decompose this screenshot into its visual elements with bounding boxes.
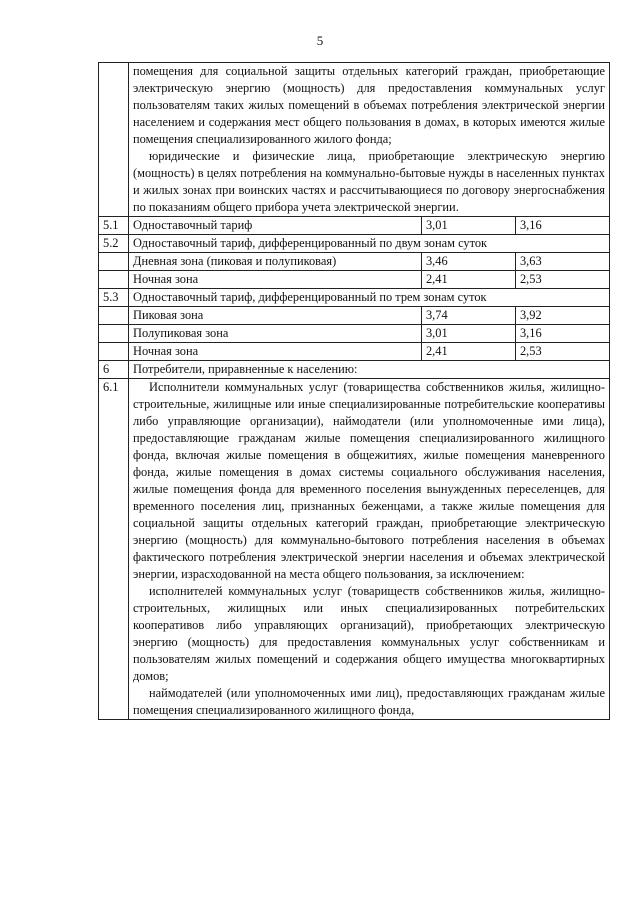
row-number-empty — [99, 343, 129, 361]
table-row — [99, 289, 610, 307]
row-number: 5.1 — [99, 217, 129, 235]
table-row — [99, 271, 610, 289]
row-label: Ночная зона — [129, 343, 422, 361]
section-6-1-row — [99, 379, 610, 720]
row-label: Одноставочный тариф, дифференцированный по двум зонам суток — [129, 235, 610, 253]
row-number-empty — [99, 307, 129, 325]
table-row — [99, 253, 610, 271]
section-paragraph-3: наймодателей (или уполномоченных ими лиц), предоставляющих гражданам жилые помещения специализированного жилищного фонда, — [133, 686, 605, 717]
row-number: 6 — [99, 361, 129, 379]
intro-num-cell — [99, 63, 129, 217]
row-value-1: 3,74 — [421, 307, 515, 325]
row-value-2: 2,53 — [515, 271, 609, 289]
row-value-1: 3,01 — [421, 325, 515, 343]
row-value-2: 3,16 — [515, 217, 609, 235]
intro-paragraph-1: помещения для социальной защиты отдельных категорий граждан, приобретающие электрическую энергию (мощность) для предоставления коммунальных услуг пользователям таких жилых помещений в объемах потребления электрической энергии населением и содержания мест общего пользования в домах, в которых имеются жилые помещения специализированного жилого фонда; — [133, 64, 605, 146]
row-value-1: 3,46 — [421, 253, 515, 271]
section-paragraph-1: Исполнители коммунальных услуг (товарищества собственников жилья, жилищно-строительные, жилищные или иные специализированные потребительские кооперативы либо управляющие организации), наймодатели (или уполномоченные ими лица), предоставляющие гражданам жилые помещения специализированного жилищного фонда, включая жилые помещения в общежитиях, жилые помещения маневренного фонда, жилые помещения в домах системы социального обслуживания населения, жилые помещения фонда для временного поселения вынужденных переселенцев, для временного поселения лиц, признанных беженцами, а также жилые помещения для социальной защиты отдельных категорий граждан, приобретающие электрическую энергию (мощность) для коммунально-бытового потребления населения в объемах фактического потребления электрической энергии населения и объемах электрической энергии, израсходованной на места общего пользования, за исключением: — [133, 380, 605, 581]
table-row — [99, 361, 610, 379]
section-paragraph-2: исполнителей коммунальных услуг (товариществ собственников жилья, жилищно-строительных, жилищных или иных специализированных потребительских кооперативов либо управляющих организаций), приобретающих электрическую энергию (мощность) для предоставления коммунальных услуг собственникам и пользователям жилых помещений и содержания общего имущества многоквартирных домов; — [133, 584, 605, 683]
row-value-1: 2,41 — [421, 271, 515, 289]
row-label: Одноставочный тариф, дифференцированный по трем зонам суток — [129, 289, 610, 307]
intro-row — [99, 63, 610, 217]
intro-paragraph-2: юридические и физические лица, приобретающие электрическую энергию (мощность) в целях потребления на коммунально-бытовые нужды в населенных пунктах и жилых зонах при воинских частях и рассчитывающиеся по договору энергоснабжения по показаниям общего прибора учета электрической энергии. — [133, 149, 605, 214]
row-label: Ночная зона — [129, 271, 422, 289]
row-value-2: 3,63 — [515, 253, 609, 271]
row-value-2: 3,92 — [515, 307, 609, 325]
section-6-1-text — [129, 379, 610, 720]
row-number-empty — [99, 271, 129, 289]
row-number: 5.3 — [99, 289, 129, 307]
row-number: 6.1 — [99, 379, 129, 720]
row-label: Полупиковая зона — [129, 325, 422, 343]
table-row — [99, 307, 610, 325]
row-value-1: 2,41 — [421, 343, 515, 361]
row-value-1: 3,01 — [421, 217, 515, 235]
row-label: Пиковая зона — [129, 307, 422, 325]
page-number: 5 — [316, 33, 324, 48]
row-label: Потребители, приравненные к населению: — [129, 361, 610, 379]
intro-text-cell — [129, 63, 610, 217]
row-label: Одноставочный тариф — [129, 217, 422, 235]
table-row — [99, 217, 610, 235]
row-number: 5.2 — [99, 235, 129, 253]
row-value-2: 2,53 — [515, 343, 609, 361]
row-number-empty — [99, 253, 129, 271]
table-row — [99, 235, 610, 253]
tariff-table — [98, 62, 610, 720]
row-number-empty — [99, 325, 129, 343]
table-row — [99, 325, 610, 343]
row-value-2: 3,16 — [515, 325, 609, 343]
table-row — [99, 343, 610, 361]
row-label: Дневная зона (пиковая и полупиковая) — [129, 253, 422, 271]
